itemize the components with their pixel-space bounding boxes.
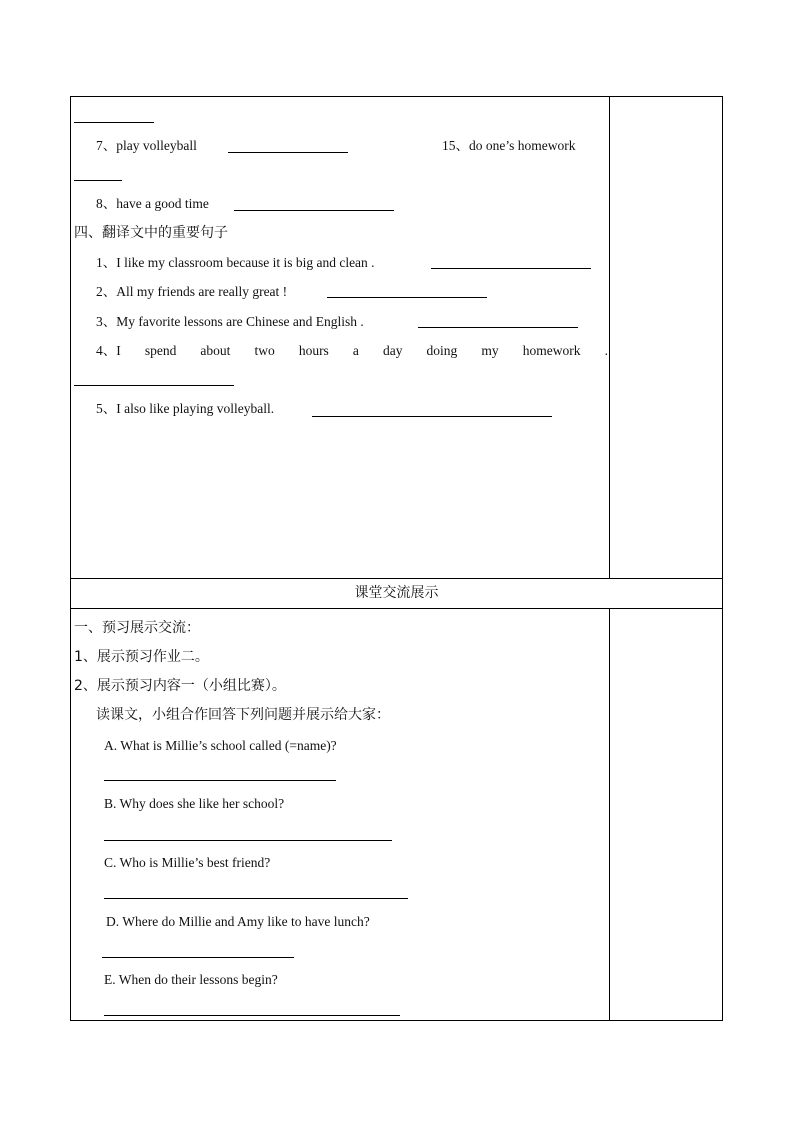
activity-1: 1、展示预习作业二。: [74, 649, 209, 665]
instruction: 读课文，小组合作回答下列问题并展示给大家：: [96, 707, 390, 723]
sentence-4-word: two: [254, 343, 275, 358]
question-a: A. What is Millie’s school called (=name)?: [104, 738, 337, 753]
answer-blank[interactable]: [312, 416, 552, 417]
sentence-4-word: hours: [298, 343, 329, 358]
question-c: C. Who is Millie’s best friend?: [104, 855, 271, 870]
section-header: 课堂交流展示: [354, 585, 439, 601]
answer-blank[interactable]: [74, 385, 234, 386]
section-4-title: 四、翻译文中的重要句子: [74, 225, 228, 241]
column-divider-bottom: [609, 608, 610, 1021]
answer-blank[interactable]: [431, 268, 591, 269]
answer-blank[interactable]: [74, 180, 122, 181]
sentence-4-word: spend: [144, 343, 177, 358]
sentence-4-word: .: [604, 343, 608, 358]
answer-blank[interactable]: [418, 327, 578, 328]
phrase-item-7: 7、play volleyball: [96, 138, 197, 153]
bottom-title: 一、预习展示交流：: [74, 620, 200, 636]
answer-blank[interactable]: [327, 297, 487, 298]
sentence-4: [96, 343, 608, 359]
sentence-4-word: a: [352, 343, 359, 358]
phrase-item-15: 15、do one’s homework: [442, 138, 576, 153]
answer-blank[interactable]: [104, 898, 408, 899]
question-d: D. Where do Millie and Amy like to have lunch?: [106, 914, 370, 929]
answer-blank[interactable]: [74, 122, 154, 123]
row-divider-2: [70, 608, 723, 609]
phrase-item-8: 8、have a good time: [96, 196, 209, 211]
answer-blank[interactable]: [102, 957, 294, 958]
answer-blank[interactable]: [104, 840, 392, 841]
sentence-4-word: day: [382, 343, 403, 358]
sentence-4-word: 4、I: [96, 343, 121, 358]
question-e: E. When do their lessons begin?: [104, 972, 278, 987]
answer-blank[interactable]: [234, 210, 394, 211]
activity-2: 2、展示预习内容一（小组比赛）。: [74, 678, 286, 694]
sentence-2: 2、All my friends are really great !: [96, 284, 288, 299]
sentence-5: 5、I also like playing volleyball.: [96, 401, 275, 416]
sentence-4-word: my: [481, 343, 499, 358]
column-divider-top: [609, 96, 610, 578]
answer-blank[interactable]: [228, 152, 348, 153]
sentence-4-word: about: [200, 343, 231, 358]
sentence-3: 3、My favorite lessons are Chinese and English .: [96, 314, 364, 329]
answer-blank[interactable]: [104, 780, 336, 781]
sentence-4-word: doing: [426, 343, 458, 358]
question-b: B. Why does she like her school?: [104, 796, 285, 811]
sentence-1: 1、I like my classroom because it is big and clean .: [96, 255, 375, 270]
sentence-4-word: homework: [522, 343, 581, 358]
answer-blank[interactable]: [104, 1015, 400, 1016]
